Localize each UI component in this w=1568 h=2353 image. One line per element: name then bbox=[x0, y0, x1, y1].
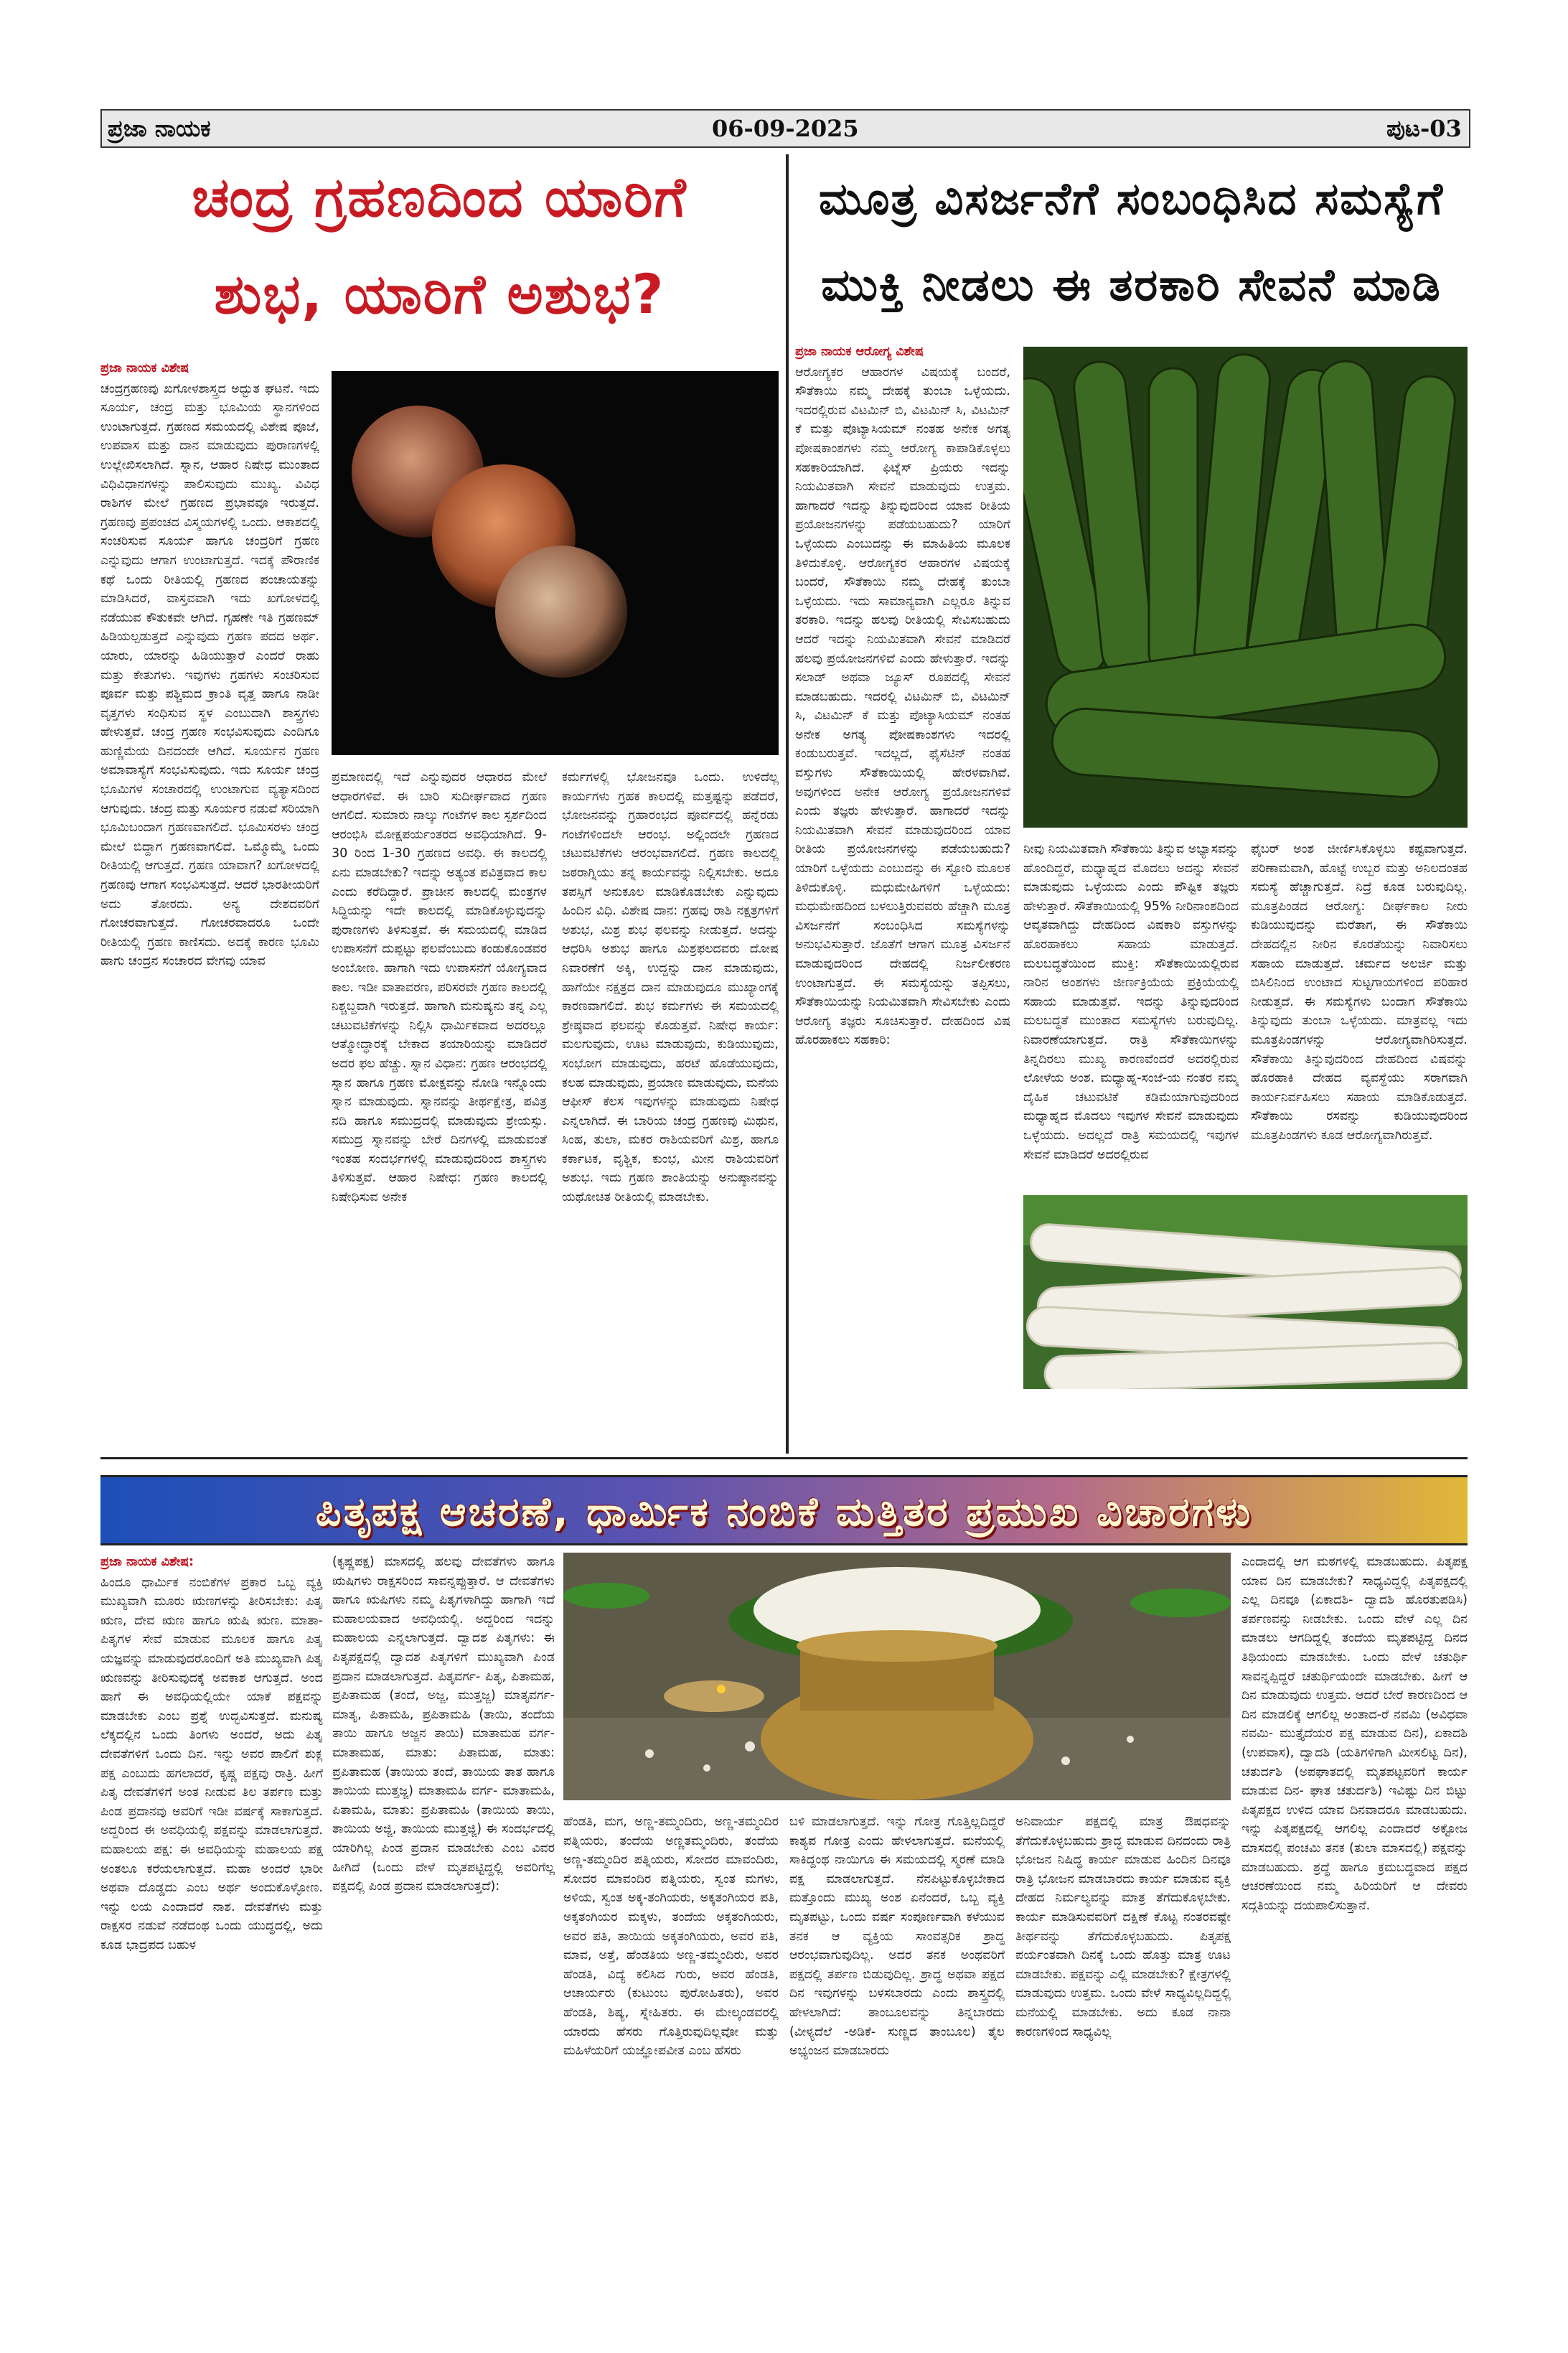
headline-line1: ಮೂತ್ರ ವಿಸರ್ಜನೆಗೆ ಸಂಬಂಧಿಸಿದ ಸಮಸ್ಯೆಗೆ bbox=[818, 172, 1445, 225]
body-text: ಆರೋಗ್ಯಕರ ಆಹಾರಗಳ ವಿಷಯಕ್ಕೆ ಬಂದರೆ, ಸೌತೆಕಾಯಿ ನಮ್ಮ ದೇಹಕ್ಕೆ ತುಂಬಾ ಒಳ್ಳೆಯದು. ಇದರಲ್ಲಿರುವ ವಿಟಮಿನ್ ಬಿ, ವಿಟಮಿನ್ ಸಿ, ವಿಟಮಿನ್ ಕೆ ಮತ್ತು ಪೊಟ್ಯಾಸಿಯಮ್ ನಂತಹ ಅನೇಕ ಅಗತ್ಯ ಪೋಷಕಾಂಶಗಳು ನಮ್ಮ ಆರೋಗ್ಯ ಕಾಪಾಡಿಕೊಳ್ಳಲು ಸಹಕಾರಿಯಾಗಿದೆ. ಫಿಟ್ನೆಸ್ ಪ್ರಿಯರು ಇದನ್ನು ನಿಯಮಿತವಾಗಿ ಸೇವನೆ ಮಾಡುವುದು ಉತ್ತಮ. ಹಾಗಾದರೆ ಇದನ್ನು ತಿನ್ನುವುದರಿಂದ ಯಾವ ರೀತಿಯ ಪ್ರಯೋಜನಗಳನ್ನು ಪಡೆಯಬಹುದು? ಯಾರಿಗೆ ಒಳ್ಳೆಯದು ಎಂಬುದನ್ನು ಈ ಮಾಹಿತಿಯ ಮೂಲಕ ತಿಳಿದುಕೊಳ್ಳಿ. ಆರೋಗ್ಯಕರ ಆಹಾರಗಳ ವಿಷಯಕ್ಕೆ ಬಂದರೆ, ಸೌತೆಕಾಯಿ ನಮ್ಮ ದೇಹಕ್ಕೆ ತುಂಬಾ ಒಳ್ಳೆಯದು. ಇದು ಸಾಮಾನ್ಯವಾಗಿ ಎಲ್ಲರೂ ತಿನ್ನುವ ತರಕಾರಿ. ಇದನ್ನು ಹಲವು ರೀತಿಯಲ್ಲಿ ಸೇವಿಸಬಹುದು ಆದರೆ ಇದನ್ನು ನಿಯಮಿತವಾಗಿ ಸೇವನೆ ಮಾಡಿದರೆ ಹಲವು ಪ್ರಯೋಜನಗಳಿವೆ ಎಂದು ಹೇಳುತ್ತಾರೆ. ಇದನ್ನು ಸಲಾಡ್ ಅಥವಾ ಜ್ಯೂಸ್ ರೂಪದಲ್ಲಿ ಸೇವನೆ ಮಾಡಬಹುದು. ಇದರಲ್ಲಿ ವಿಟಮಿನ್ ಬಿ, ವಿಟಮಿನ್ ಸಿ, ವಿಟಮಿನ್ ಕೆ ಮತ್ತು ಪೊಟ್ಯಾಸಿಯಮ್ ನಂತಹ ಅನೇಕ ಅಗತ್ಯ ಪೋಷಕಾಂಶಗಳು ಇದರಲ್ಲಿ ಕಂಡುಬರುತ್ತವೆ. ಇದಲ್ಲದೆ, ಫೈಸೆಟಿನ್ ನಂತಹ ವಸ್ತುಗಳು ಸೌತೆಕಾಯಿಯಲ್ಲಿ ಹೇರಳವಾಗಿವೆ. ಅವುಗಳಿಂದ ಅನೇಕ ಆರೋಗ್ಯ ಪ್ರಯೋಜನಗಳಿವೆ ಎಂದು ತಜ್ಞರು ಹೇಳುತ್ತಾರೆ. ಹಾಗಾದರೆ ಇದನ್ನು ನಿಯಮಿತವಾಗಿ ಸೇವನೆ ಮಾಡುವುದರಿಂದ ಯಾವ ರೀತಿಯ ಪ್ರಯೋಜನಗಳನ್ನು ಪಡೆಯಬಹುದು? ಯಾರಿಗೆ ಒಳ್ಳೆಯದು ಎಂಬುದನ್ನು ಈ ಸ್ಟೋರಿ ಮೂಲಕ ತಿಳಿದುಕೊಳ್ಳಿ. ಮಧುಮೇಹಿಗಳಿಗೆ ಒಳ್ಳೆಯದು: ಮಧುಮೇಹದಿಂದ ಬಳಲುತ್ತಿರುವವರು ಹೆಚ್ಚಾಗಿ ಮೂತ್ರ ವಿಸರ್ಜನೆಗೆ ಸಂಬಂಧಿಸಿದ ಸಮಸ್ಯೆಗಳನ್ನು ಅನುಭವಿಸುತ್ತಾರೆ. ಜೊತೆಗೆ ಆಗಾಗ ಮೂತ್ರ ವಿಸರ್ಜನೆ ಮಾಡುವುದರಿಂದ ದೇಹದಲ್ಲಿ ನಿರ್ಜಲೀಕರಣ ಉಂಟಾಗುತ್ತದೆ. ಈ ಸಮಸ್ಯೆಯನ್ನು ತಪ್ಪಿಸಲು, ಸೌತೆಕಾಯಿಯನ್ನು ನಿಯಮಿತವಾಗಿ ಸೇವಿಸಬೇಕು ಎಂದು ಆರೋಗ್ಯ ತಜ್ಞರು ಸೂಚಿಸುತ್ತಾರೆ. ದೇಹದಿಂದ ವಿಷ ಹೊರಹಾಕಲು ಸಹಕಾರಿ: bbox=[795, 365, 1010, 1048]
publication-name: ಪ್ರಜಾ ನಾಯಕ bbox=[108, 115, 211, 142]
body-text: ಹಿಂದೂ ಧಾರ್ಮಿಕ ನಂಬಿಕೆಗಳ ಪ್ರಕಾರ ಒಬ್ಬ ವ್ಯಕ್ತಿ ಮುಖ್ಯವಾಗಿ ಮೂರು ಋಣಗಳನ್ನು ತೀರಿಸಬೇಕು: ಪಿತೃ ಋಣ, ದೇವ ಋಣ ಹಾಗೂ ಋಷಿ ಋಣ. ಮಾತಾ-ಪಿತೃಗಳ ಸೇವೆ ಮಾಡುವ ಮೂಲಕ ಹಾಗೂ ಪಿತೃ ಯಜ್ಞವನ್ನು ಮಾಡುವುದರೊಂದಿಗೆ ಅತಿ ಮುಖ್ಯವಾಗಿ ಪಿತೃ ಋಣವನ್ನು ತೀರಿಸುವುದಕ್ಕೆ ಅವಕಾಶ ಆಗುತ್ತದೆ. ಅಂದ ಹಾಗೆ ಈ ಅವಧಿಯಲ್ಲಿಯೇ ಯಾಕೆ ಪಕ್ಷವನ್ನು ಮಾಡಬೇಕು ಎಂಬ ಪ್ರಶ್ನೆ ಉದ್ಭವಿಸುತ್ತದೆ. ಮನುಷ್ಯ ಲೆಕ್ಕದಲ್ಲಿನ ಒಂದು ತಿಂಗಳು ಅಂದರೆ, ಅದು ಪಿತೃ ದೇವತೆಗಳಿಗೆ ಒಂದು ದಿನ. ಇನ್ನು ಅವರ ಪಾಲಿಗೆ ಶುಕ್ಲ ಪಕ್ಷ ಎಂಬುದು ಹಗಲಾದರೆ, ಕೃಷ್ಣ ಪಕ್ಷವು ರಾತ್ರಿ. ಹೀಗೆ ಪಿತೃ ದೇವತೆಗಳಿಗೆ ಅಂತ ನೀಡುವ ತಿಲ ತರ್ಪಣ ಮತ್ತು ಪಿಂಡ ಪ್ರದಾನವು ಅವರಿಗೆ ಇಡೀ ವರ್ಷಕ್ಕೆ ಸಾಕಾಗುತ್ತದೆ. ಅದ್ದರಿಂದ ಈ ಅವಧಿಯಲ್ಲಿ ಪಕ್ಷವನ್ನು ಮಾಡಲಾಗುತ್ತದೆ. ಮಹಾಲಯ ಪಕ್ಷ: ಈ ಅವಧಿಯನ್ನು ಮಹಾಲಯ ಪಕ್ಷ ಅಂತಲೂ ಕರೆಯಲಾಗುತ್ತದೆ. ಮಹಾ ಅಂದರೆ ಭಾರೀ ಅಥವಾ ದೊಡ್ಡದು ಎಂಬ ಅರ್ಥ ಅಂದುಕೊಳ್ಳೋಣ. ಇನ್ನು ಲಯ ಎಂದಾದರೆ ನಾಶ. ದೇವತೆಗಳು ಮತ್ತು ರಾಕ್ಷಸರ ನಡುವೆ ನಡೆದಂಥ ಒಂದು ಯುದ್ಧದಲ್ಲಿ, ಅದು ಕೂಡ ಭಾದ್ರಪದ ಬಹುಳ bbox=[100, 1575, 323, 1952]
banner-headline: ಪಿತೃಪಕ್ಷ ಆಚರಣೆ, ಧಾರ್ಮಿಕ ನಂಬಿಕೆ ಮತ್ತಿತರ ಪ್ರಮುಖ ವಿಚಾರಗಳು bbox=[315, 1489, 1253, 1535]
body-text: ಬಳಿ ಮಾಡಲಾಗುತ್ತದೆ. ಇನ್ನು ಗೋತ್ರ ಗೊತ್ತಿಲ್ಲದಿದ್ದರೆ ಕಾಶ್ಯಪ ಗೋತ್ರ ಎಂದು ಹೇಳಲಾಗುತ್ತದೆ. ಮನೆಯಲ್ಲಿ ಸಾಕಿದ್ದಂಥ ನಾಯಿಗೂ ಈ ಸಮಯದಲ್ಲಿ ಸ್ಮರಣೆ ಮಾಡಿ ಪಕ್ಷ ಮಾಡಲಾಗುತ್ತದೆ. ನೆನಪಿಟ್ಟುಕೊಳ್ಳಬೇಕಾದ ಮತ್ತೊಂದು ಮುಖ್ಯ ಅಂಶ ಏನೆಂದರೆ, ಒಬ್ಬ ವ್ಯಕ್ತಿ ಮೃತಪಟ್ಟು, ಒಂದು ವರ್ಷ ಸಂಪೂರ್ಣವಾಗಿ ಕಳೆಯುವ ತನಕ ಆ ವ್ಯಕ್ತಿಯ ಸಾಂವತ್ಸರಿಕ ಶ್ರಾದ್ಧ ಆರಂಭವಾಗುವುದಿಲ್ಲ. ಅದರ ತನಕ ಅಂಥವರಿಗೆ ಪಕ್ಷದಲ್ಲಿ ತರ್ಪಣ ಬಿಡುವುದಿಲ್ಲ. ಶ್ರಾದ್ಧ ಅಥವಾ ಪಕ್ಷದ ದಿನ ಇವುಗಳನ್ನು ಬಳಸಬಾರದು ಎಂದು ಶಾಸ್ತ್ರದಲ್ಲಿ ಹೇಳಲಾಗಿದೆ: ತಾಂಬೂಲವನ್ನು ತಿನ್ನಬಾರದು (ವೀಳ್ಯದೆಲೆ -ಅಡಿಕೆ- ಸುಣ್ಣದ ತಾಂಬೂಲ) ತೈಲ ಅಭ್ಯಂಜನ ಮಾಡಬಾರದು bbox=[789, 1815, 1005, 2059]
byline: ಪ್ರಜಾ ನಾಯಕ ಆರೋಗ್ಯ ವಿಶೇಷ bbox=[795, 345, 924, 359]
body-text: ಎಂದಾದಲ್ಲಿ ಆಗ ಮಠಗಳಲ್ಲಿ ಮಾಡಬಹುದು. ಪಿತೃಪಕ್ಷ ಯಾವ ದಿನ ಮಾಡಬೇಕು? ಸಾಧ್ಯವಿದ್ದಲ್ಲಿ ಪಿತೃಪಕ್ಷದಲ್ಲಿ ಎಲ್ಲ ದಿನವೂ (ಏಕಾದಶಿ- ದ್ವಾದಶಿ ಹೊರತುಪಡಿಸಿ) ತರ್ಪಣವನ್ನು ನೀಡಬೇಕು. ಒಂದು ವೇಳೆ ಎಲ್ಲ ದಿನ ಮಾಡಲು ಆಗದಿದ್ದಲ್ಲಿ ತಂದೆಯ ಮೃತಪಟ್ಟಿದ್ದ ದಿನದ ತಿಥಿಯಂದು ಮಾಡಬೇಕು. ಒಂದು ವೇಳೆ ಚತುರ್ಥಿ ಸಾವನ್ನಪ್ಪಿದ್ದರೆ ಚತುರ್ಥಿಯಂದೇ ಮಾಡಬೇಕು. ಹೀಗೆ ಆ ದಿನ ಮಾಡುವುದು ಉತ್ತಮ. ಆದರೆ ಬೇರೆ ಕಾರಣದಿಂದ ಆ ದಿನ ಮಾಡಲಿಕ್ಕೆ ಆಗಲಿಲ್ಲ ಅಂತಾದ-ರೆ ನವಮಿ (ಅವಿಧವಾ ನವಮಿ- ಮುತ್ತೈದೆಯರ ಪಕ್ಷ ಮಾಡುವ ದಿನ), ಏಕಾದಶಿ (ಉಪವಾಸ), ದ್ವಾದಶಿ (ಯತಿಗಳಿಗಾಗಿ ಮೀಸಲಿಟ್ಟ ದಿನ), ಚತುರ್ದಶಿ (ಅಪಘಾತದಲ್ಲಿ ಮೃತಪಟ್ಟವರಿಗೆ ಕಾರ್ಯ ಮಾಡುವ ದಿನ- ಘಾತ ಚತುರ್ದಶಿ) ಇವಿಷ್ಟು ದಿನ ಬಿಟ್ಟು ಪಿತೃಪಕ್ಷದ ಉಳಿದ ಯಾವ ದಿನವಾದರೂ ಮಾಡಬಹುದು. ಇನ್ನು ಪಿತೃಪಕ್ಷದಲ್ಲಿ ಆಗಲಿಲ್ಲ ಎಂದಾದರೆ ಅಕ್ಟೋಜ ಮಾಸದಲ್ಲಿ ಪಂಚಮಿ ತನಕ (ತುಲಾ ಮಾಸದಲ್ಲಿ) ಪಕ್ಷವನ್ನು ಮಾಡಬಹುದು. ಶ್ರದ್ಧೆ ಹಾಗೂ ಕ್ರಮಬದ್ಧವಾದ ಪಕ್ಷದ ಆಚರಣೆಯಿಂದ ನಮ್ಮ ಹಿರಿಯರಿಗೆ ಆ ದೇವರು ಸದ್ಗತಿಯನ್ನು ದಯಪಾಲಿಸುತ್ತಾನೆ. bbox=[1241, 1555, 1468, 1913]
radish-photo bbox=[1023, 1195, 1468, 1389]
cucumber-photo bbox=[1023, 347, 1468, 828]
byline: ಪ್ರಜಾ ನಾಯಕ ವಿಶೇಷ bbox=[100, 361, 189, 375]
article-column bbox=[795, 342, 1010, 1451]
article-column bbox=[332, 1553, 555, 2328]
article-column bbox=[1015, 1812, 1231, 2328]
body-text: ಫೈಬರ್ ಅಂಶ ಜೀರ್ಣಿಸಿಕೊಳ್ಳಲು ಕಷ್ಟವಾಗುತ್ತದೆ. ಪರಿಣಾಮವಾಗಿ, ಹೊಟ್ಟೆ ಉಬ್ಬರ ಮತ್ತು ಅನಿಲದಂತಹ ಸಮಸ್ಯೆ ಹೆಚ್ಚಾಗುತ್ತದೆ. ನಿದ್ರೆ ಕೂಡ ಬರುವುದಿಲ್ಲ. ಮೂತ್ರಪಿಂಡದ ಆರೋಗ್ಯ: ದೀರ್ಘಕಾಲ ನೀರು ಕುಡಿಯುವುದನ್ನು ಮರೆತಾಗ, ಈ ಸೌತೆಕಾಯಿ ದೇಹದಲ್ಲಿನ ನೀರಿನ ಕೊರತೆಯನ್ನು ನಿವಾರಿಸಲು ಸಹಾಯ ಮಾಡುತ್ತದೆ. ಚರ್ಮದ ಅಲರ್ಜಿ ಮತ್ತು ಬಿಸಿಲಿನಿಂದ ಉಂಟಾದ ಸುಟ್ಟಗಾಯಗಳಿಂದ ಪರಿಹಾರ ನೀಡುತ್ತದೆ. ಈ ಸಮಸ್ಯೆಗಳು ಬಂದಾಗ ಸೌತೆಕಾಯಿ ತಿನ್ನುವುದು ತುಂಬಾ ಒಳ್ಳೆಯದು. ಮಾತ್ರವಲ್ಲ ಇದು ಮೂತ್ರಪಿಂಡಗಳನ್ನು ಆರೋಗ್ಯವಾಗಿರಿಸುತ್ತದೆ. ಸೌತೆಕಾಯಿ ತಿನ್ನುವುದರಿಂದ ದೇಹದಿಂದ ವಿಷವನ್ನು ಹೊರಹಾಕಿ ದೇಹದ ವ್ಯವಸ್ಥೆಯು ಸರಾಗವಾಗಿ ಕಾರ್ಯನಿರ್ವಹಿಸಲು ಸಹಾಯ ಮಾಡಿಕೊಡುತ್ತದೆ. ಸೌತೆಕಾಯಿ ರಸವನ್ನು ಕುಡಿಯುವುದರಿಂದ ಮೂತ್ರಪಿಂಡಗಳು ಕೂಡ ಆರೋಗ್ಯವಾಗಿರುತ್ತವೆ. bbox=[1251, 842, 1468, 1143]
article-column bbox=[1023, 840, 1239, 1184]
body-text: (ಕೃಷ್ಣಪಕ್ಷ) ಮಾಸದಲ್ಲಿ ಹಲವು ದೇವತೆಗಳು ಹಾಗೂ ಋಷಿಗಳು ರಾಕ್ಷಸರಿಂದ ಸಾವನ್ನಪ್ಪುತ್ತಾರೆ. ಆ ದೇವತೆಗಳು ಹಾಗೂ ಋಷಿಗಳು ನಮ್ಮ ಪಿತೃಗಳಾಗಿದ್ದು ಹಾಗಾಗಿ ಇದೆ ಮಹಾಲಯವಾದ ಅವಧಿಯಲ್ಲಿ. ಅದ್ದರಿಂದ ಇದನ್ನು ಮಹಾಲಯ ಎನ್ನಲಾಗುತ್ತದೆ. ದ್ವಾದಶ ಪಿತೃಗಳು: ಈ ಪಿತೃಪಕ್ಷದಲ್ಲಿ ದ್ವಾದಶ ಪಿತೃಗಳಿಗೆ ಮುಖ್ಯವಾಗಿ ಪಿಂಡ ಪ್ರದಾನ ಮಾಡಲಾಗುತ್ತದೆ. ಪಿತೃವರ್ಗ- ಪಿತೃ, ಪಿತಾಮಹ, ಪ್ರಪಿತಾಮಹ (ತಂದೆ, ಅಜ್ಜ, ಮುತ್ತಜ್ಜ) ಮಾತೃವರ್ಗ- ಮಾತೃ, ಪಿತಾಮಹಿ, ಪ್ರಪಿತಾಮಹಿ (ತಾಯಿ, ತಂದೆಯ ತಾಯಿ ಹಾಗೂ ಅಜ್ಜನ ತಾಯಿ) ಮಾತಾಮಹ ವರ್ಗ- ಮಾತಾಮಹ, ಮಾತು: ಪಿತಾಮಹ, ಮಾತು: ಪ್ರಪಿತಾಮಹ (ತಾಯಿಯ ತಂದೆ, ತಾಯಿಯ ತಾತ ಹಾಗೂ ತಾಯಿಯ ಮುತ್ತಜ್ಜ) ಮಾತಾಮಹಿ ವರ್ಗ- ಮಾತಾಮಹಿ, ಪಿತಾಮಹಿ, ಮಾತು: ಪ್ರಪಿತಾಮಹಿ (ತಾಯಿಯ ತಾಯಿ, ತಾಯಿಯ ಅಜ್ಜಿ, ತಾಯಿಯ ಮುತ್ತಜ್ಜಿ) ಈ ಸಂದರ್ಭದಲ್ಲಿ ಯಾರಿಗಿಲ್ಲ ಪಿಂಡ ಪ್ರದಾನ ಮಾಡಬೇಕು ಎಂಬ ವಿವರ ಹೀಗಿದೆ (ಒಂದು ವೇಳೆ ಮೃತಪಟ್ಟಿದ್ದಲ್ಲಿ ಅವರಿಗೆಲ್ಲ ಪಕ್ಷದಲ್ಲಿ ಪಿಂಡ ಪ್ರದಾನ ಮಾಡಲಾಗುತ್ತದೆ): bbox=[332, 1555, 555, 1894]
article-column bbox=[100, 1553, 323, 2328]
article-column bbox=[100, 359, 319, 1450]
headline-line2: ಶುಭ, ಯಾರಿಗೆ ಅಶುಭ? bbox=[214, 262, 665, 326]
headline-line2: ಮುಕ್ತಿ ನೀಡಲು ಈ ತರಕಾರಿ ಸೇವನೆ ಮಾಡಿ bbox=[821, 258, 1442, 311]
body-text: ಕರ್ಮಗಳಲ್ಲಿ ಭೋಜನವೂ ಒಂದು. ಉಳಿದೆಲ್ಲ ಕಾರ್ಯಗಳು ಗ್ರಹಕ ಕಾಲದಲ್ಲಿ ಮತ್ತಷ್ಟನ್ನು ಪಡೆದರೆ, ಭೋಜನವನ್ನು ಗ್ರಹಾರಂಭದ ಪೂರ್ವದಲ್ಲಿ ಹನ್ನೆರಡು ಗಂಟೆಗಳಿಂದಲೇ ಆರಂಭ. ಅಲ್ಲಿಂದಲೇ ಗ್ರಹಣದ ಚಟುವಟಿಕೆಗಳು ಆರಂಭವಾಗಲಿದೆ. ಗ್ರಹಣ ಕಾಲದಲ್ಲಿ ಜಠರಾಗ್ನಿಯು ತನ್ನ ಕಾರ್ಯವನ್ನು ನಿಲ್ಲಿಸಬೇಕು. ಅದೂ ತಪಸ್ಸಿಗೆ ಅನುಕೂಲ ಮಾಡಿಕೊಡಬೇಕು ಎನ್ನುವುದು ಹಿಂದಿನ ವಿಧಿ. ವಿಶೇಷ ದಾನ: ಗ್ರಹವು ರಾಶಿ ನಕ್ಷತ್ರಗಳಿಗೆ ಅಶುಭ, ಮಿಶ್ರ ಶುಭ ಫಲವನ್ನು ನೀಡುತ್ತದೆ. ಅದನ್ನು ಆಧರಿಸಿ ಅಶುಭ ಹಾಗೂ ಮಿಶ್ರಫಲದವರು ದೋಷ ನಿವಾರಣೆಗೆ ಅಕ್ಕಿ, ಉದ್ದನ್ನು ದಾನ ಮಾಡುವುದು, ಹಾಗೆಯೇ ನಕ್ಷತ್ರದ ದಾನ ಮಾಡುವುದೂ ಮುಖ್ಯಾಂಗಕ್ಕೆ ಕಾರಣವಾಗಲಿದೆ. ಶುಭ ಕರ್ಮಗಳು ಈ ಸಮಯದಲ್ಲಿ ಶ್ರೇಷ್ಠವಾದ ಫಲವನ್ನು ಕೊಡುತ್ತವೆ. ನಿಷೇಧ ಕಾರ್ಯ: ಮಲಗುವುದು, ಊಟ ಮಾಡುವುದು, ಕುಡಿಯುವುದು, ಸಂಭೋಗ ಮಾಡುವುದು, ಹರಟೆ ಹೊಡೆಯುವುದು, ಕಲಹ ಮಾಡುವುದು, ಪ್ರಯಾಣ ಮಾಡುವುದು, ಮನೆಯ ಆಫೀಸ್ ಕೆಲಸ ಇವುಗಳನ್ನು ಮಾಡುವುದು ನಿಷೇಧ ಎನ್ನಲಾಗಿದೆ. ಈ ಬಾರಿಯ ಚಂದ್ರ ಗ್ರಹಣವು ಮಿಥುನ, ಸಿಂಹ, ತುಲಾ, ಮಕರ ರಾಶಿಯವರಿಗೆ ಮಿಶ್ರ, ಹಾಗೂ ಕರ್ಕಾಟಕ, ವೃಶ್ಚಿಕ, ಕುಂಭ, ಮೀನ ರಾಶಿಯವರಿಗೆ ಅಶುಭ. ಇದು ಗ್ರಹಣ ಶಾಂತಿಯನ್ನು ಅನುಷ್ಠಾನವನ್ನು ಯಥೋಚಿತ ರೀತಿಯಲ್ಲಿ ಮಾಡಬೇಕು. bbox=[562, 770, 779, 1205]
article-column bbox=[562, 768, 779, 1450]
column-divider bbox=[786, 154, 789, 1454]
body-text: ಚಂದ್ರಗ್ರಹಣವು ಖಗೋಳಶಾಸ್ತ್ರದ ಅದ್ಭುತ ಘಟನೆ. ಇದು ಸೂರ್ಯ, ಚಂದ್ರ ಮತ್ತು ಭೂಮಿಯ ಸ್ಥಾನಗಳಿಂದ ಉಂಟಾಗುತ್ತದೆ. ಗ್ರಹಣದ ಸಮಯದಲ್ಲಿ ವಿಶೇಷ ಪೂಜೆ, ಉಪವಾಸ ಮತ್ತು ದಾನ ಮಾಡುವುದು ಪುರಾಣಗಳಲ್ಲಿ ಉಲ್ಲೇಖಿಸಲಾಗಿದೆ. ಸ್ನಾನ, ಆಹಾರ ನಿಷೇಧ ಮುಂತಾದ ವಿಧಿವಿಧಾನಗಳನ್ನು ಪಾಲಿಸುವುದು ಮುಖ್ಯ. ವಿವಿಧ ರಾಶಿಗಳ ಮೇಲೆ ಗ್ರಹಣದ ಪ್ರಭಾವವೂ ಇರುತ್ತದೆ. ಗ್ರಹಣವು ಪ್ರಪಂಚದ ವಿಸ್ಮಯಗಳಲ್ಲಿ ಒಂದು. ಆಕಾಶದಲ್ಲಿ ಸಂಚರಿಸುವ ಸೂರ್ಯ ಹಾಗೂ ಚಂದ್ರರಿಗೆ ಗ್ರಹಣ ಎನ್ನುವುದು ಆಗಾಗ ಉಂಟಾಗುತ್ತದೆ. ಇದಕ್ಕೆ ಪೌರಾಣಿಕ ಕಥೆ ಒಂದು ರೀತಿಯಲ್ಲಿ ಗ್ರಹಣದ ಪಂಚಾಯತನ್ನು ಮಾಡಿಸಿದರೆ, ವಾಸ್ತವವಾಗಿ ಇದು ಖಗೋಳದಲ್ಲಿ ನಡೆಯುವ ಕೌತುಕವೇ ಆಗಿದೆ. ಗೃಹಣೇ ಇತಿ ಗ್ರಹಣಮ್ ಹಿಡಿಯಲ್ಪಡುತ್ತದೆ ಎನ್ನುವುದು ಗ್ರಹಣ ಪದದ ಅರ್ಥ. ಯಾರು, ಯಾರನ್ನು ಹಿಡಿಯುತ್ತಾರೆ ಎಂದರೆ ರಾಹು ಮತ್ತು ಕೇತುಗಳು. ಇವುಗಳು ಗ್ರಹಗಳು ಸಂಚರಿಸುವ ಪೂರ್ವ ಮತ್ತು ಪಶ್ಚಿಮದ ಕ್ರಾಂತಿ ವೃತ್ತ ಹಾಗೂ ನಾಡೀ ವೃತ್ತಗಳು ಸಂಧಿಸುವ ಸ್ಥಳ ಎಂಬುದಾಗಿ ಶಾಸ್ತ್ರಗಳು ಹೇಳುತ್ತವೆ. ಚಂದ್ರ ಗ್ರಹಣ ಸಂಭವಿಸುವುದು ಎಂದಿಗೂ ಹುಣ್ಣಿಮೆಯ ದಿನದಂದೇ ಆಗಿದೆ. ಸೂರ್ಯನ ಗ್ರಹಣ ಅಮಾವಾಸ್ಯೆಗೆ ಸಂಭವಿಸುವುದು. ಇದು ಸೂರ್ಯ ಚಂದ್ರ ಭೂಮಿಗಳ ಸಂಚಾರದಲ್ಲಿ ಉಂಟಾಗುವ ವ್ಯತ್ಯಾಸದಿಂದ ಆಗುವುದು. ಚಂದ್ರ ಮತ್ತು ಸೂರ್ಯರ ನಡುವೆ ಸರಿಯಾಗಿ ಭೂಮಿಬಂದಾಗ ಗ್ರಹಣವಾಗಲಿದೆ. ಭೂಮಿಸರಳು ಚಂದ್ರ ಮೇಲೆ ಬಿದ್ದಾಗ ಗ್ರಹಣವಾಗಲಿದೆ. ಒಮ್ಮೊಮ್ಮೆ ಒಂದು ರೀತಿಯಲ್ಲಿ ಆಗುತ್ತದೆ. ಗ್ರಹಣ ಯಾವಾಗ? ಖಗೋಳದಲ್ಲಿ ಗ್ರಹಣವು ಆಗಾಗ ಸಂಭವಿಸುತ್ತದೆ. ಆದರೆ ಭಾರತೀಯರಿಗೆ ಅದು ತೋರದು. ಅನ್ಯ ದೇಶದವರಿಗೆ ಗೋಚರವಾಗುತ್ತದೆ. ಗೋಚರವಾದರೂ ಒಂದೇ ರೀತಿಯಲ್ಲಿ ಗ್ರಹಣ ಕಾಣಿಸದು. ಅದಕ್ಕೆ ಕಾರಣ ಭೂಮಿ ಹಾಗು ಚಂದ್ರನ ಸಂಚಾರದ ವೇಗವು ಯಾವ bbox=[100, 381, 319, 969]
pitru-paksha-banner bbox=[100, 1475, 1468, 1545]
body-text: ಹೆಂಡತಿ, ಮಗ, ಅಣ್ಣ-ತಮ್ಮಂದಿರು, ಅಣ್ಣ-ತಮ್ಮಂದಿರ ಪತ್ನಿಯರು, ತಂದೆಯ ಅಣ್ಣತಮ್ಮಂದಿರು, ತಂದೆಯ ಅಣ್ಣ-ತಮ್ಮಂದಿರ ಪತ್ನಿಯರು, ಸೋದರ ಮಾವಂದಿರು, ಸೋದರ ಮಾವಂದಿರ ಪತ್ನಿಯರು, ಸ್ವಂತ ಮಗಳು, ಅಳಿಯ, ಸ್ವಂತ ಅಕ್ಕ-ತಂಗಿಯರು, ಅಕ್ಕತಂಗಿಯರ ಪತಿ, ಅಕ್ಕತಂಗಿಯರ ಮಕ್ಕಳು, ತಂದೆಯ ಅಕ್ಕತಂಗಿಯರು, ಅವರ ಪತಿ, ತಾಯಿಯ ಅಕ್ಕತಂಗಿಯರು, ಅವರ ಪತಿ, ಮಾವ, ಅತ್ತೆ, ಹೆಂಡತಿಯ ಅಣ್ಣ-ತಮ್ಮಂದಿರು, ಅವರ ಹೆಂಡತಿ, ವಿದ್ಯೆ ಕಲಿಸಿದ ಗುರು, ಅವರ ಹೆಂಡತಿ, ಆಚಾರ್ಯರು (ಕುಟುಂಬ ಪುರೋಹಿತರು), ಅವರ ಹೆಂಡತಿ, ಶಿಷ್ಯ, ಸ್ನೇಹಿತರು. ಈ ಮೇಲ್ಕಂಡವರಲ್ಲಿ ಯಾರದು ಹೆಸರು ಗೊತ್ತಿರುವುದಿಲ್ಲವೋ ಮತ್ತು ಮಹಿಳೆಯರಿಗೆ ಯಜ್ಞೋಪವೀತ ಎಂಬ ಹೆಸರು bbox=[563, 1815, 779, 2059]
article-lunar-eclipse bbox=[100, 154, 779, 1454]
issue-date: 06-09-2025 bbox=[712, 115, 859, 142]
article-column bbox=[332, 768, 547, 1450]
body-text: ಅನಿವಾರ್ಯ ಪಕ್ಷದಲ್ಲಿ ಮಾತ್ರ ಔಷಧವನ್ನು ತೆಗೆದುಕೊಳ್ಳಬಹುದು ಶ್ರಾದ್ಧ ಮಾಡುವ ದಿನದಂದು ರಾತ್ರಿ ಭೋಜನ ನಿಷಿದ್ಧ ಕಾರ್ಯ ಮಾಡುವ ಹಿಂದಿನ ದಿನವೂ ರಾತ್ರಿ ಭೋಜನ ಮಾಡಬಾರದು ಕಾರ್ಯ ಮಾಡುವ ವ್ಯಕ್ತಿ ದೇಹದ ನಿರ್ಮಲ್ಯವನ್ನು ಮಾತ್ರ ತೆಗೆದುಕೊಳ್ಳಬೇಕು. ಕಾರ್ಯ ಮಾಡಿಸುವವರಿಗೆ ದಕ್ಷಿಣೆ ಕೊಟ್ಟ ನಂತರವಷ್ಟೇ ತೀರ್ಥವನ್ನು ತೆಗೆದುಕೊಳ್ಳಬಹುದು. ಪಿತೃಪಕ್ಷ ಪರ್ಯಂತವಾಗಿ ದಿನಕ್ಕೆ ಒಂದು ಹೊತ್ತು ಮಾತ್ರ ಊಟ ಮಾಡಬೇಕು. ಪಕ್ಷವನ್ನು ಎಲ್ಲಿ ಮಾಡಬೇಕು? ಕ್ಷೇತ್ರಗಳಲ್ಲಿ ಮಾಡುವುದು ಉತ್ತಮ. ಒಂದು ವೇಳೆ ಸಾಧ್ಯವಿಲ್ಲದಿದ್ದಲ್ಲಿ ಮನೆಯಲ್ಲಿ ಮಾಡಬೇಕು. ಅದು ಕೂಡ ನಾನಾ ಕಾರಣಗಳಿಂದ ಸಾಧ್ಯವಿಲ್ಲ bbox=[1015, 1815, 1231, 2039]
article-column bbox=[563, 1812, 779, 2328]
article-cucumber-health bbox=[795, 154, 1468, 1454]
body-text: ಪ್ರಮಾಣದಲ್ಲಿ ಇದೆ ಎನ್ನುವುದರ ಆಧಾರದ ಮೇಲೆ ಆಧಾರಗಳಿವೆ. ಈ ಬಾರಿ ಸುದೀರ್ಘವಾದ ಗ್ರಹಣ ಆಗಲಿದೆ. ಸುಮಾರು ನಾಲ್ಕು ಗಂಟೆಗಳ ಕಾಲ ಸ್ಪರ್ಶದಿಂದ ಆರಂಭಿಸಿ ಮೋಕ್ಷಪರ್ಯಂತರದ ಅವಧಿಯಾಗಿದೆ. 9-30 ರಿಂದ 1-30 ಗ್ರಹಣದ ಅವಧಿ. ಈ ಕಾಲದಲ್ಲಿ ಏನು ಮಾಡಬೇಕು? ಇದನ್ನು ಅತ್ಯಂತ ಪವಿತ್ರವಾದ ಕಾಲ ಎಂದು ಕರೆದಿದ್ದಾರೆ. ಪ್ರಾಚೀನ ಕಾಲದಲ್ಲಿ ಮಂತ್ರಗಳ ಸಿದ್ಧಿಯನ್ನು ಇದೇ ಕಾಲದಲ್ಲಿ ಮಾಡಿಕೊಳ್ಳುವುದನ್ನು ಪುರಾಣಗಳು ತಿಳಿಸುತ್ತವೆ. ಈ ಸಮಯದಲ್ಲಿ ಮಾಡಿದ ಉಪಾಸನೆಗೆ ದುಪ್ಪಟ್ಟು ಫಲವೆಂಬುದು ಕಂಡುಕೊಂಡವರ ಅಂಬೋಣ. ಹಾಗಾಗಿ ಇದು ಉಪಾಸನೆಗೆ ಯೋಗ್ಯವಾದ ಕಾಲ. ಇಡೀ ವಾತಾವರಣ, ಪರಿಸರವೇ ಗ್ರಹಣ ಕಾಲದಲ್ಲಿ ನಿಶ್ಚಬ್ದವಾಗಿ ಇರುತ್ತದೆ. ಹಾಗಾಗಿ ಮನುಷ್ಯನು ತನ್ನ ಎಲ್ಲ ಚಟುವಟಿಕೆಗಳನ್ನು ನಿಲ್ಲಿಸಿ ಧಾರ್ಮಿಕವಾದ ಅದರಲ್ಲೂ ಆತ್ಮೋದ್ಧಾರಕ್ಕೆ ಬೇಕಾದ ತಯಾರಿಯನ್ನು ಮಾಡಿದರೆ ಅದರ ಫಲ ಹೆಚ್ಚು. ಸ್ನಾನ ವಿಧಾನ: ಗ್ರಹಣ ಆರಂಭದಲ್ಲಿ ಸ್ನಾನ ಹಾಗೂ ಗ್ರಹಣ ಮೋಕ್ಷವನ್ನು ನೋಡಿ ಇನ್ನೊಂದು ಸ್ನಾನ ಮಾಡುವುದು. ಸ್ನಾನವನ್ನು ತೀರ್ಥಕ್ಷೇತ್ರ, ಪವಿತ್ರ ನದಿ ಹಾಗೂ ಸಮುದ್ರದಲ್ಲಿ ಮಾಡುವುದು ಶ್ರೇಯಸ್ಸು. ಸಮುದ್ರ ಸ್ನಾನವನ್ನು ಬೇರೆ ದಿನಗಳಲ್ಲಿ ಮಾಡುವಂತೆ ಇಂತಹ ಸಂದರ್ಭಗಳಲ್ಲಿ ಮಾಡುವುದರಿಂದ ಶಾಸ್ತ್ರಗಳು ತಿಳಿಸುತ್ತವೆ. ಆಹಾರ ನಿಷೇಧ: ಗ್ರಹಣ ಕಾಲದಲ್ಲಿ ನಿಷೇಧಿಸುವ ಅನೇಕ bbox=[332, 770, 547, 1205]
page-number: ಪುಟ-03 bbox=[1386, 115, 1462, 142]
article-column bbox=[1023, 1402, 1468, 1452]
ritual-pot-photo bbox=[563, 1553, 1231, 1800]
page-header-bar bbox=[100, 109, 1470, 148]
body-text: ನೀವು ನಿಯಮಿತವಾಗಿ ಸೌತೆಕಾಯಿ ತಿನ್ನುವ ಅಭ್ಯಾಸವನ್ನು ಹೊಂದಿದ್ದರೆ, ಮಧ್ಯಾಹ್ನದ ಮೊದಲು ಅದನ್ನು ಸೇವನೆ ಮಾಡುವುದು ಒಳ್ಳೆಯದು ಎಂದು ಪೌಷ್ಟಿಕ ತಜ್ಞರು ಹೇಳುತ್ತಾರೆ. ಸೌತೆಕಾಯಿಯಲ್ಲಿ 95% ನೀರಿನಾಂಶದಿಂದ ಆವೃತವಾಗಿದ್ದು ದೇಹದಿಂದ ವಿಷಕಾರಿ ವಸ್ತುಗಳನ್ನು ಹೊರಹಾಕಲು ಸಹಾಯ ಮಾಡುತ್ತದೆ. ಮಲಬದ್ಧತೆಯಿಂದ ಮುಕ್ತಿ: ಸೌತೆಕಾಯಿಯಲ್ಲಿರುವ ನಾರಿನ ಅಂಶಗಳು ಜೀರ್ಣಕ್ರಿಯೆಯ ಪ್ರಕ್ರಿಯೆಯಲ್ಲಿ ಸಹಾಯ ಮಾಡುತ್ತವೆ. ಇದನ್ನು ತಿನ್ನುವುದರಿಂದ ಮಲಬದ್ಧತೆ ಮುಂತಾದ ಸಮಸ್ಯೆಗಳು ಬರುವುದಿಲ್ಲ. ನಿವಾರಣೆಯಾಗುತ್ತದೆ. ರಾತ್ರಿ ಸೌತೆಕಾಯಿಗಳನ್ನು ತಿನ್ನದಿರಲು ಮುಖ್ಯ ಕಾರಣವೆಂದರೆ ಅದರಲ್ಲಿರುವ ಲೋಳೆಯ ಅಂಶ. ಮಧ್ಯಾಹ್ನ-ಸಂಜೆ-ಯ ನಂತರ ನಮ್ಮ ದೈಹಿಕ ಚಟುವಟಿಕೆ ಕಡಿಮೆಯಾಗುವುದರಿಂದ ಮಧ್ಯಾಹ್ನದ ಮೊದಲು ಇವುಗಳ ಸೇವನೆ ಮಾಡುವುದು ಒಳ್ಳೆಯದು. ಅದಲ್ಲದೆ ರಾತ್ರಿ ಸಮಯದಲ್ಲಿ ಇವುಗಳ ಸೇವನೆ ಮಾಡಿದರೆ ಅದರಲ್ಲಿರುವ bbox=[1023, 842, 1239, 1162]
article-column bbox=[1241, 1553, 1468, 2328]
byline: ಪ್ರಜಾ ನಾಯಕ ವಿಶೇಷ: bbox=[100, 1555, 194, 1569]
article-column bbox=[789, 1812, 1005, 2328]
article-column bbox=[1251, 840, 1468, 1199]
section-divider bbox=[100, 1457, 1468, 1459]
eclipse-photo bbox=[332, 371, 779, 755]
headline-line1: ಚಂದ್ರ ಗ್ರಹಣದಿಂದ ಯಾರಿಗೆ bbox=[192, 165, 687, 229]
